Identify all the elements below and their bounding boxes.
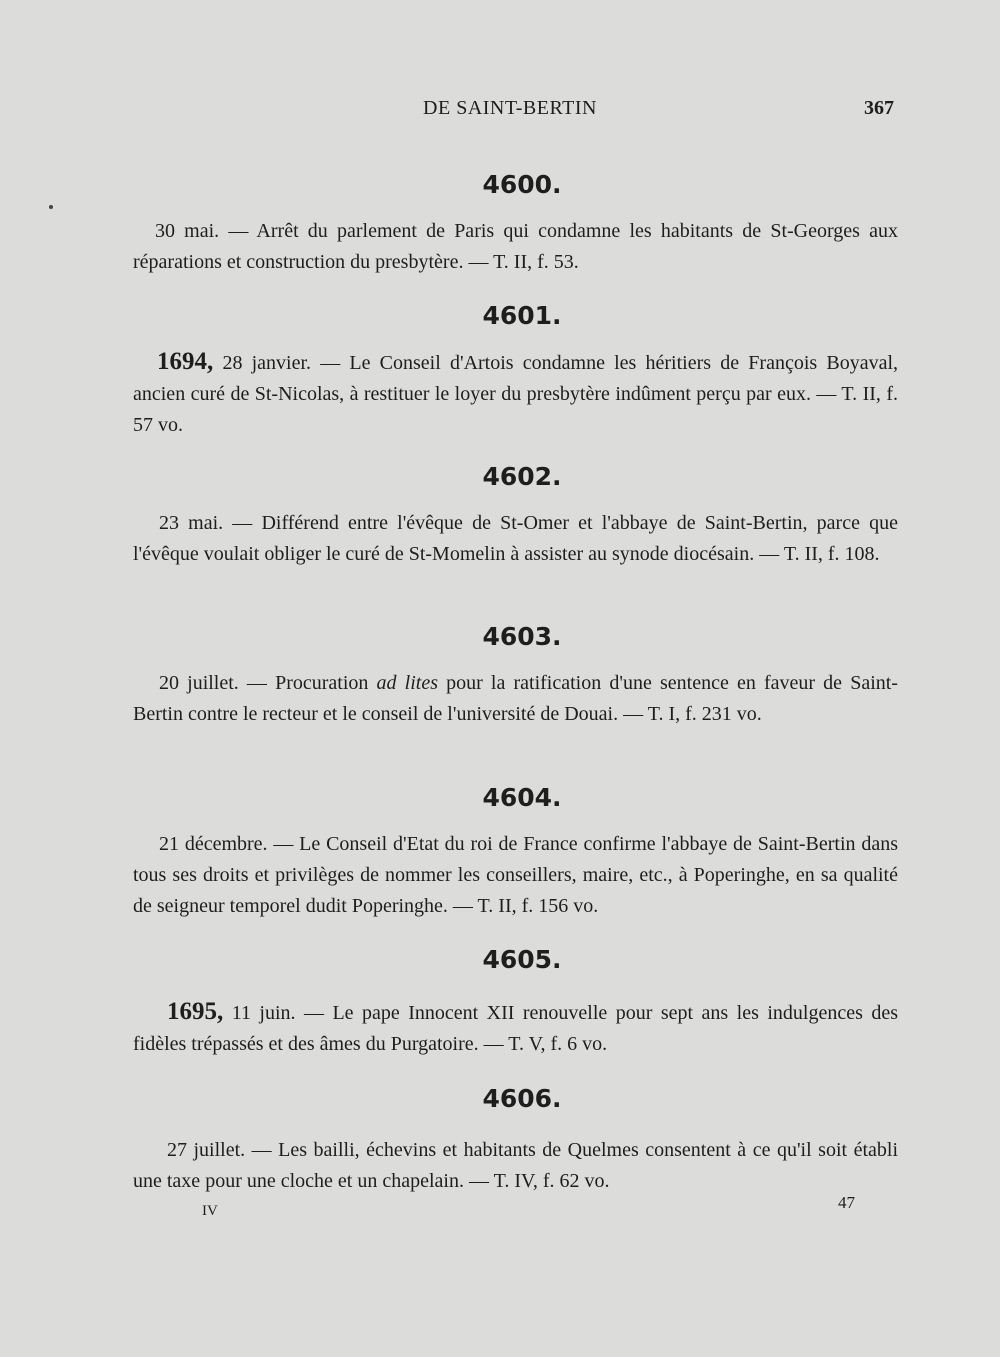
entry-text [133,668,898,730]
entry-text [133,346,898,441]
entry-body: 21 décembre. — Le Conseil d'Etat du roi de France confirme l'abbaye de Saint-Bertin dans tous ses droits et privilèges de nommer les conseillers, maire, etc., à Poperinghe, en sa qualité de seigneur temporel dudit Poperinghe. — T. II, f. 156 vo. [133,833,898,917]
running-header-title: DE SAINT-BERTIN [423,97,597,119]
entry-body: 11 juin. — Le pape Innocent XII renouvelle pour sept ans les indulgences des fidèles trépassés et des âmes du Purgatoire. — T. V, f. 6 vo. [133,1002,898,1055]
entry-body: 23 mai. — Différend entre l'évêque de St-Omer et l'abbaye de Saint-Bertin, parce que l'évêque voulait obliger le curé de St-Momelin à assister au synode diocésain. — T. II, f. 108. [133,512,898,565]
entry-number: 4600. [482,170,562,199]
signature-mark: IV [202,1203,218,1219]
entry-body: 27 juillet. — Les bailli, échevins et habitants de Quelmes consentent à ce qu'il soit établi une taxe pour une cloche et un chapelain. — T. IV, f. 62 vo. [133,1139,898,1192]
entry-year: 1695, [167,998,224,1025]
entry-number: 4605. [482,945,562,974]
entry-latin-phrase: ad lites [376,672,438,694]
entry-text [133,1135,898,1197]
entry-number: 4604. [482,783,562,812]
entry-text [133,508,898,570]
entry-number: 4606. [482,1084,562,1113]
entry-number: 4602. [482,462,562,491]
entry-text [133,829,898,922]
page-number: 367 [864,97,894,119]
entry-body: 20 juillet. — Procuration [159,672,377,694]
entry-text [133,996,898,1060]
entry-number: 4603. [482,622,562,651]
entry-number: 4601. [482,301,562,330]
entry-body-continued: pour la ratification d'une sentence en faveur de Saint-Bertin contre le recteur et le conseil de l'université de Douai. — T. I, f. 231 vo. [133,672,898,725]
entry-body: 28 janvier. — Le Conseil d'Artois condamne les héritiers de François Boyaval, ancien curé de St-Nicolas, à restituer le loyer du presbytère indûment perçu par eux. — T. II, f. 57 vo. [133,352,898,436]
entry-year: 1694, [157,348,214,375]
entry-text [133,216,898,278]
entry-body: 30 mai. — Arrêt du parlement de Paris qui condamne les habitants de St-Georges aux réparations et construction du presbytère. — T. II, f. 53. [133,220,898,273]
sheet-number: 47 [838,1193,855,1212]
ink-speck [49,205,53,209]
